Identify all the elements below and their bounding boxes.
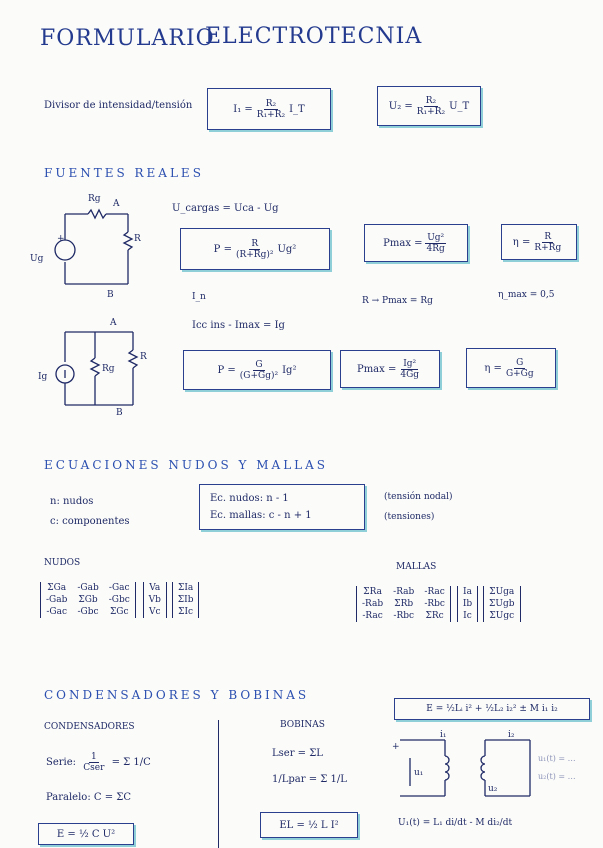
v-power-den: (R+Rg)²	[235, 249, 274, 260]
i-eff-box	[466, 348, 556, 388]
nudos-m11: ΣGb	[78, 595, 98, 605]
v-resistor-label: Rg	[88, 194, 101, 204]
mallas-r1: ΣUgb	[489, 599, 515, 609]
v-load-label: R	[134, 234, 141, 244]
i-eff-den: G+Gg	[505, 368, 534, 379]
cond-serie-rhs: = Σ 1/C	[111, 757, 151, 768]
cond-label: CONDENSADORES	[44, 722, 135, 732]
condensadores-heading: CONDENSADORES Y BOBINAS	[44, 688, 310, 702]
voltage-divider-box	[377, 86, 481, 126]
v-node-b: B	[107, 290, 114, 300]
i-node-a: A	[110, 318, 117, 328]
bob-paralelo: 1/Lpar = Σ 1/L	[272, 774, 347, 785]
nudos-m22: ΣGc	[109, 607, 129, 617]
v-power-box	[180, 228, 330, 270]
voltage-source-circuit	[40, 192, 145, 302]
i-eff-num: G	[516, 357, 524, 368]
title-left: FORMULARIO	[40, 26, 215, 51]
v-eff-den: R+Rg	[534, 242, 562, 253]
current-rhs: I_T	[289, 103, 305, 115]
ec-left-2: c: componentes	[50, 516, 130, 527]
mallas-m22: ΣRc	[425, 611, 444, 621]
current-divider-box	[207, 88, 331, 130]
coil-i2: i₂	[508, 730, 515, 740]
i-pmax-box	[340, 350, 440, 388]
v-power-rhs: Ug²	[277, 243, 297, 255]
divisor-label: Divisor de intensidad/tensión	[44, 100, 193, 111]
i-pmax-lhs: Pmax =	[356, 363, 397, 375]
ec-box	[199, 484, 365, 530]
mallas-label: MALLAS	[396, 562, 437, 572]
nudos-label: NUDOS	[44, 558, 81, 568]
v-eff-box	[501, 224, 577, 260]
v-plus-sign: +	[57, 234, 65, 244]
mallas-m21: -Rbc	[393, 611, 415, 621]
mallas-m10: -Rab	[362, 599, 384, 609]
mallas-m01: -Rab	[393, 587, 415, 597]
energy-box: E = ½Lᵢ i² + ½L₂ i₂² ± M i₁ i₂	[394, 698, 590, 720]
cond-energy-box: E = ½ C U²	[38, 823, 134, 845]
i-equation: Icc ins - Imax = Ig	[192, 320, 285, 331]
cond-serie-den: Cser	[83, 763, 105, 773]
cond-paralelo: Paralelo: C = ΣC	[46, 792, 131, 803]
v-power-num: R	[251, 238, 259, 249]
current-den: R₁+R₂	[256, 109, 286, 120]
nudos-m21: -Gbc	[77, 607, 99, 617]
v-equation: U_cargas = Uca - Ug	[172, 203, 279, 214]
mallas-r2: ΣUgc	[489, 611, 515, 621]
i-power-lhs: P =	[217, 364, 236, 376]
coupled-coils-circuit	[390, 728, 540, 808]
nudos-r1: ΣIb	[177, 595, 194, 605]
mallas-v1: Ib	[462, 599, 473, 609]
mallas-v0: Ia	[463, 587, 472, 597]
mallas-m12: -Rbc	[424, 599, 445, 609]
nudos-v1: Vb	[148, 595, 161, 605]
fuentes-heading: FUENTES REALES	[44, 166, 204, 180]
i-node-b: B	[116, 408, 123, 418]
v-note-c: η_max = 0,5	[498, 290, 555, 300]
voltage-lhs: U₂ =	[388, 100, 413, 112]
coil-i1: i₁	[440, 730, 447, 740]
nudos-m10: -Gab	[46, 595, 68, 605]
i-shunt-label: Rg	[102, 364, 115, 374]
i-pmax-num: Ig²	[403, 358, 417, 369]
i-power-num: G	[255, 359, 263, 370]
nudos-v0: Va	[149, 583, 161, 593]
v-power-lhs: P =	[213, 243, 232, 255]
ec-nudos: Ec. nudos: n - 1	[210, 493, 289, 504]
i-pmax-den: 4Gg	[400, 369, 420, 380]
v-eff-num: R	[544, 231, 552, 242]
v-note-b: R → Pmax = Rg	[362, 296, 433, 306]
bob-energy-box: EL = ½ L I²	[260, 812, 358, 838]
nudos-m12: -Gbc	[108, 595, 130, 605]
nudos-m02: -Gac	[108, 583, 130, 593]
v-source-label: Ug	[30, 254, 44, 264]
mallas-m11: ΣRb	[394, 599, 414, 609]
title-right: ELECTROTECNIA	[205, 24, 423, 49]
coil-note-2: u₂(t) = …	[538, 772, 576, 781]
ec-left-1: n: nudos	[50, 496, 94, 507]
nudos-m20: -Gac	[46, 607, 67, 617]
v-node-a: A	[113, 199, 120, 209]
current-num: R₂	[265, 98, 277, 109]
coil-note-1: u₁(t) = …	[538, 754, 576, 763]
nudos-r2: ΣIc	[178, 607, 194, 617]
ecuaciones-heading: ECUACIONES NUDOS Y MALLAS	[44, 458, 329, 472]
v-pmax-lhs: Pmax =	[383, 237, 423, 249]
cond-serie	[46, 752, 151, 773]
i-power-den: (G+Gg)²	[239, 370, 279, 381]
coil-plus: +	[392, 742, 400, 752]
mallas-m00: ΣRa	[363, 587, 382, 597]
mallas-r0: ΣUga	[489, 587, 515, 597]
nudos-r0: ΣIa	[177, 583, 194, 593]
voltage-num: R₂	[425, 95, 437, 106]
ec-right-1: (tensión nodal)	[384, 492, 453, 502]
section-divider	[218, 720, 219, 848]
mallas-m20: -Rac	[362, 611, 383, 621]
v-eff-lhs: η =	[512, 236, 531, 248]
v-pmax-den: 4Rg	[426, 243, 445, 254]
current-source-circuit	[40, 320, 150, 415]
cond-serie-num: 1	[90, 752, 97, 762]
ec-mallas: Ec. mallas: c - n + 1	[210, 510, 312, 521]
voltage-den: R₁+R₂	[416, 106, 446, 117]
coil-u1: u₁	[414, 768, 424, 778]
voltage-rhs: U_T	[449, 100, 470, 112]
cond-serie-lhs: Serie:	[46, 757, 77, 768]
v-pmax-box	[364, 224, 468, 262]
nudos-m01: -Gab	[77, 583, 99, 593]
current-lhs: I₁ =	[233, 103, 253, 115]
bob-serie: Lser = ΣL	[272, 748, 323, 759]
ec-right-2: (tensiones)	[384, 512, 435, 522]
i-power-rhs: Ig²	[282, 364, 297, 376]
mallas-matrix	[356, 586, 521, 622]
mallas-m02: -Rac	[424, 587, 445, 597]
nudos-v2: Vc	[149, 607, 161, 617]
i-load-label: R	[140, 352, 147, 362]
bob-label: BOBINAS	[280, 720, 325, 730]
coil-u2: u₂	[488, 784, 498, 794]
i-source-label: Ig	[38, 372, 48, 382]
i-power-box	[183, 350, 331, 390]
v-note-a: I_n	[192, 292, 206, 302]
nudos-m00: ΣGa	[47, 583, 67, 593]
coil-bottom-eq: U₁(t) = L₁ di/dt - M di₂/dt	[398, 818, 513, 828]
nudos-matrix	[40, 582, 199, 618]
i-eff-lhs: η =	[484, 362, 502, 374]
mallas-v2: Ic	[463, 611, 472, 621]
v-pmax-num: Ug²	[427, 232, 445, 243]
